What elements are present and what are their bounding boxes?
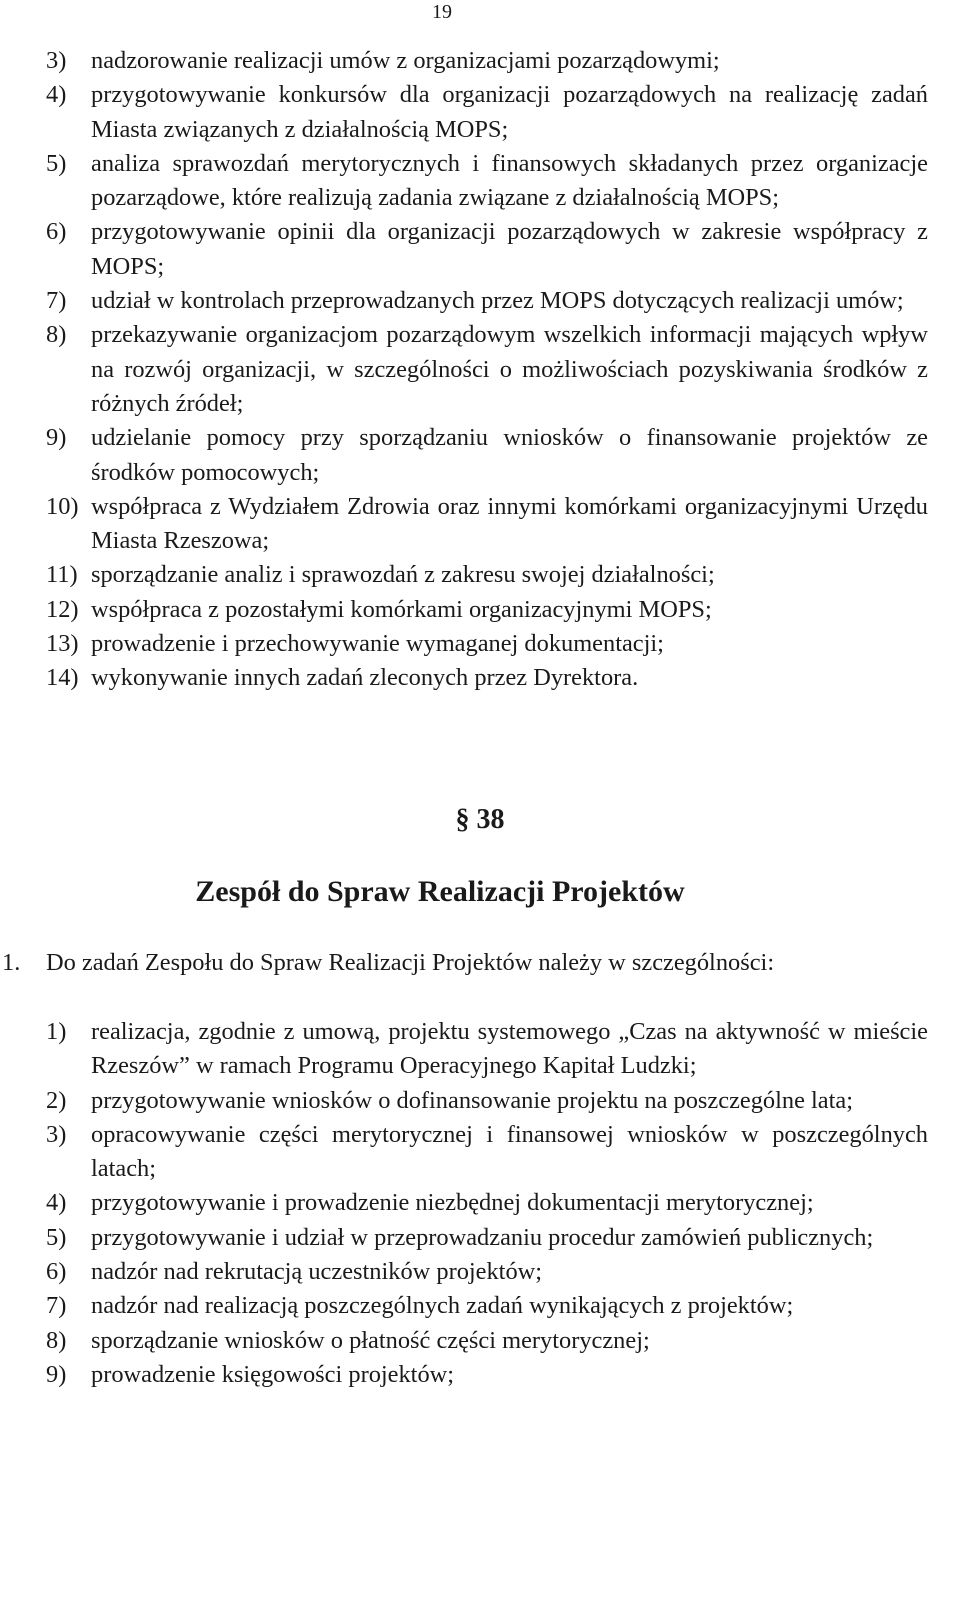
item-text: nadzór nad realizacją poszczególnych zadań wynikających z projektów; [91,1292,794,1320]
item-text: współpraca z pozostałymi komórkami organizacyjnymi MOPS; [91,595,712,623]
item-number: 7) [46,287,67,315]
task-list-bottom [46,1015,928,1392]
item-number: 6) [46,218,67,246]
item-text: prowadzenie księgowości projektów; [91,1360,455,1388]
item-number: 6) [46,1258,67,1286]
item-number: 4) [46,1189,67,1217]
list-item [46,78,928,147]
list-item [46,1289,928,1323]
item-number: 3) [46,1120,67,1148]
item-number: 1) [46,1018,67,1045]
list-item [46,421,928,490]
list-item [46,1186,928,1220]
item-text: nadzorowanie realizacji umów z organizacjami pozarządowymi; [91,47,720,74]
item-text: prowadzenie i przechowywanie wymaganej dokumentacji; [91,630,664,658]
item-number: 5) [46,1223,67,1251]
list-item [46,1358,928,1392]
list-item [46,627,928,661]
item-text: opracowywanie części merytorycznej i finansowej wniosków w poszczególnych latach; [91,1120,928,1183]
task-list-top [46,44,928,696]
item-number: 8) [46,321,67,349]
item-text: przygotowywanie i prowadzenie niezbędnej dokumentacji merytorycznej; [91,1189,814,1217]
list-item [46,1324,928,1358]
list-item [46,284,928,318]
item-text: realizacja, zgodnie z umową, projektu systemowego „Czas na aktywność w mieście Rzeszów” w ramach Programu Operacyjnego Kapitał Ludzki; [91,1018,928,1080]
list-item [46,490,928,559]
item-text: przygotowywanie opinii dla organizacji pozarządowych w zakresie współpracy z MOPS; [91,218,928,280]
item-number: 5) [46,149,67,177]
item-number: 8) [46,1326,67,1354]
list-item [46,1118,928,1187]
list-item [46,215,928,284]
list-item [46,44,928,78]
item-text: przekazywanie organizacjom pozarządowym wszelkich informacji mających wpływ na rozwój organizacji, w szczególności o możliwościach pozyskiwania środków z różnych źródeł; [91,321,928,417]
item-number: 12) [46,595,79,623]
page-number: 19 [432,1,452,23]
item-number: 9) [46,1360,67,1388]
item-number: 14) [46,664,79,692]
list-item [46,318,928,421]
item-number: 11) [46,561,78,589]
section-title: Zespół do Spraw Realizacji Projektów [195,875,685,908]
list-item [46,1015,928,1084]
item-number: 4) [46,81,67,109]
item-text: wykonywanie innych zadań zleconych przez Dyrektora. [91,664,639,692]
list-item [46,1221,928,1255]
item-text: analiza sprawozdań merytorycznych i finansowych składanych przez organizacje pozarządowe, które realizują zadania związane z działalnością MOPS; [91,149,928,212]
item-number: 13) [46,630,79,658]
item-text: przygotowywanie wniosków o dofinansowanie projektu na poszczególne lata; [91,1086,853,1114]
item-text: udzielanie pomocy przy sporządzaniu wniosków o finansowanie projektów ze środków pomocowych; [91,424,928,486]
item-text: przygotowywanie konkursów dla organizacji pozarządowych na realizację zadań Miasta związanych z działalnością MOPS; [91,81,928,143]
item-number: 2) [46,1086,67,1114]
list-item [46,558,928,592]
item-number: 7) [46,1292,67,1320]
item-number: 10) [46,492,79,520]
paragraph [2,946,928,980]
item-text: udział w kontrolach przeprowadzanych przez MOPS dotyczących realizacji umów; [91,287,904,315]
list-item [46,661,928,695]
list-item [46,147,928,216]
list-item [46,1084,928,1118]
list-item [46,593,928,627]
item-text: współpraca z Wydziałem Zdrowia oraz innymi komórkami organizacyjnymi Urzędu Miasta Rzeszowa; [91,492,928,555]
item-number: 9) [46,424,67,452]
paragraph-text: Do zadań Zespołu do Spraw Realizacji Projektów należy w szczególności: [46,949,775,976]
item-text: sporządzanie analiz i sprawozdań z zakresu swojej działalności; [91,561,715,589]
paragraph-number: 1. [2,949,21,976]
item-number: 3) [46,47,67,74]
section-sign: § 38 [455,804,505,835]
item-text: przygotowywanie i udział w przeprowadzaniu procedur zamówień publicznych; [91,1223,874,1251]
item-text: sporządzanie wniosków o płatność części merytorycznej; [91,1326,650,1354]
item-text: nadzór nad rekrutacją uczestników projektów; [91,1258,543,1286]
list-item [46,1255,928,1289]
